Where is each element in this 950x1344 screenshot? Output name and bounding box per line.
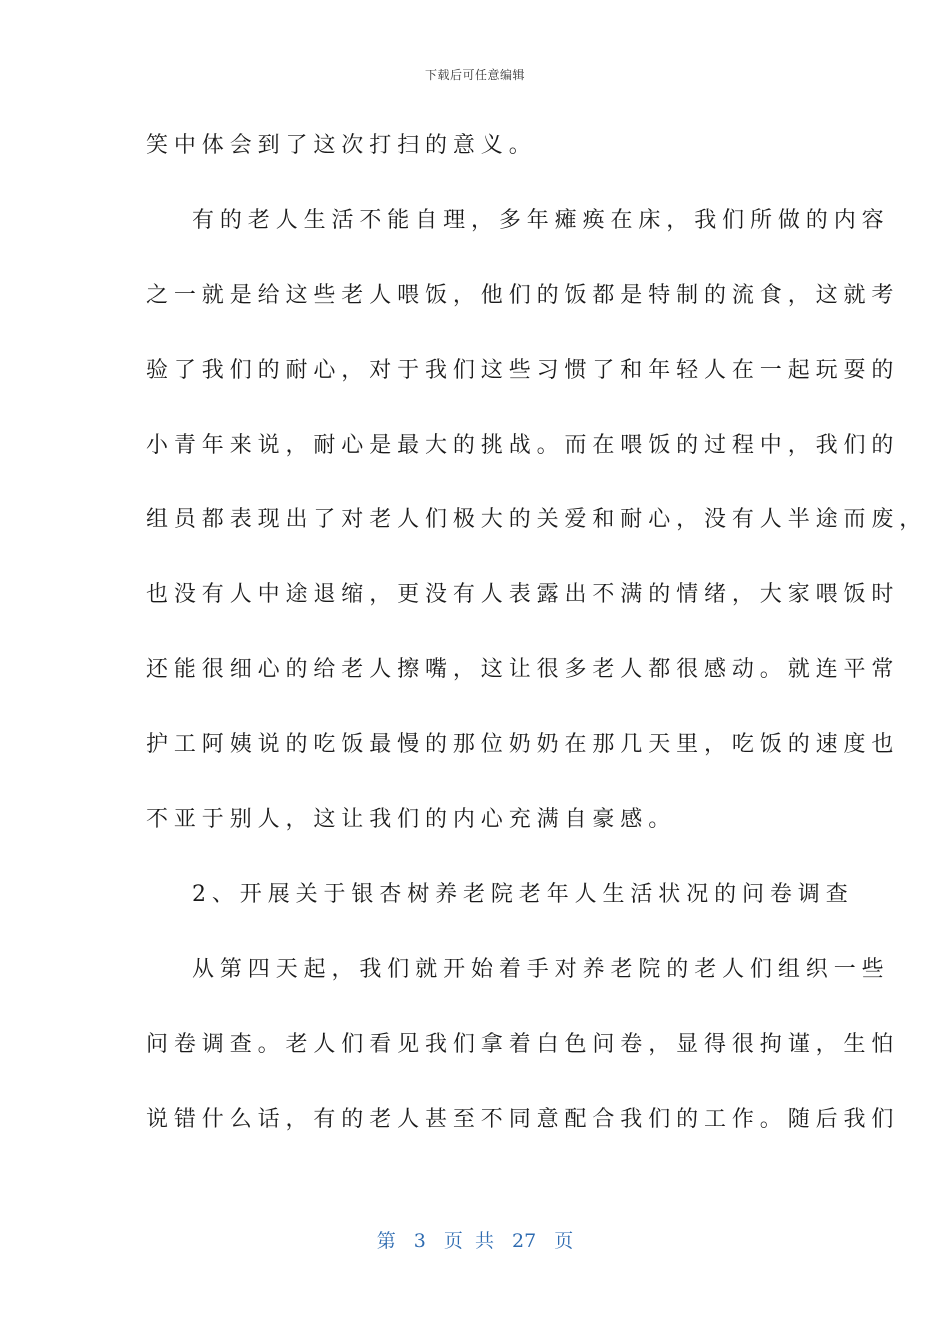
paragraph-line: 也没有人中途退缩，更没有人表露出不满的情绪，大家喂饭时 [146, 582, 900, 608]
paragraph-line: 不亚于别人，这让我们的内心充满自豪感。 [146, 807, 677, 833]
paragraph-line: 之一就是给这些老人喂饭，他们的饭都是特制的流食，这就考 [146, 282, 900, 308]
paragraph-line: 有的老人生活不能自理，多年瘫痪在床，我们所做的内容 [192, 207, 890, 233]
paragraph-line: 小青年来说，耐心是最大的挑战。而在喂饭的过程中，我们的 [146, 432, 900, 458]
page-label-suffix: 页 [554, 1230, 574, 1252]
page-number-footer [0, 1226, 950, 1253]
paragraph-line: 验了我们的耐心，对于我们这些习惯了和年轻人在一起玩耍的 [146, 357, 900, 383]
page-label-mid: 页 共 [443, 1230, 494, 1252]
paragraph-line: 从第四天起，我们就开始着手对养老院的老人们组织一些 [192, 956, 890, 982]
paragraph-line: 笑中体会到了这次打扫的意义。 [146, 133, 537, 158]
page-label-prefix: 第 [376, 1230, 396, 1252]
header-note: 下载后可任意编辑 [424, 68, 525, 82]
paragraph-line: 问卷调查。老人们看见我们拿着白色问卷，显得很拘谨，生怕 [146, 1031, 900, 1057]
section-heading: 2、开展关于银杏树养老院老年人生活状况的问卷调查 [192, 881, 854, 907]
paragraph-line: 护工阿姨说的吃饭最慢的那位奶奶在那几天里，吃饭的速度也 [146, 732, 900, 758]
total-pages-number: 27 [512, 1230, 537, 1252]
paragraph-line: 还能很细心的给老人擦嘴，这让很多老人都很感动。就连平常 [146, 657, 900, 683]
paragraph-line: 说错什么话，有的老人甚至不同意配合我们的工作。随后我们 [146, 1106, 900, 1132]
document-body [146, 124, 928, 1172]
paragraph-line: 组员都表现出了对老人们极大的关爱和耐心，没有人半途而废， [146, 507, 928, 533]
current-page-number: 3 [413, 1230, 426, 1252]
